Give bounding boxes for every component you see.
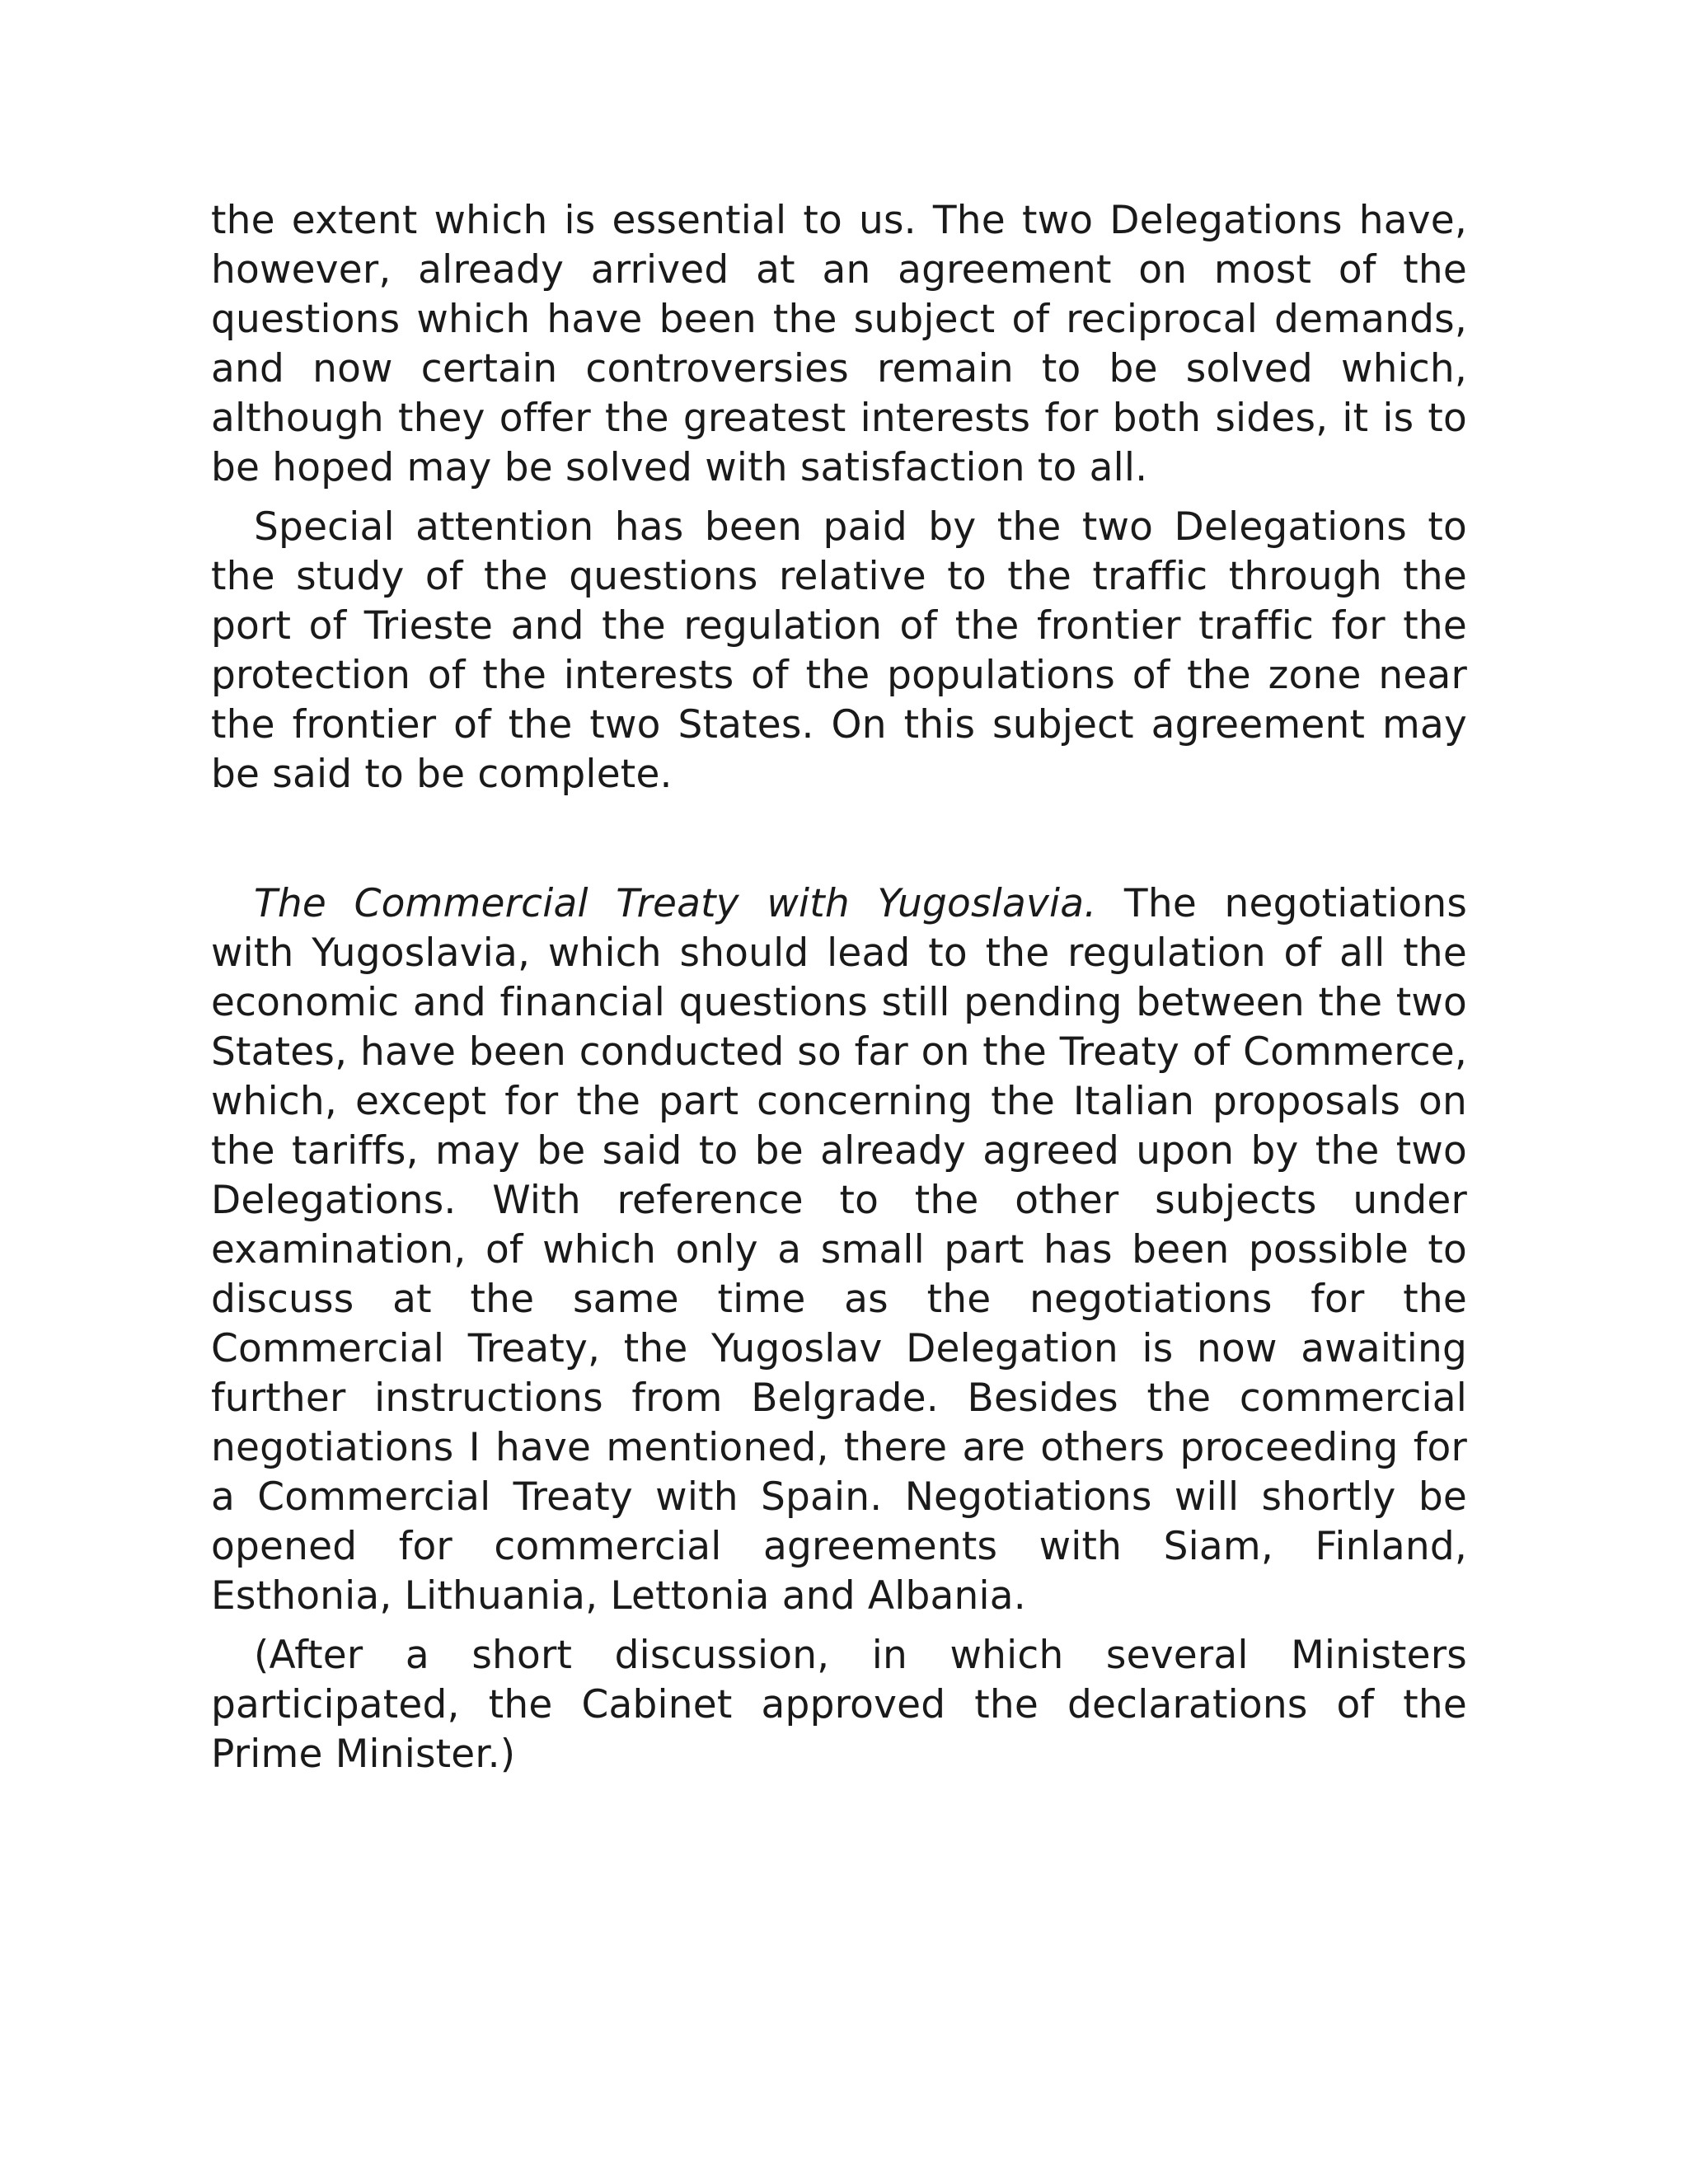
document-body xyxy=(211,196,1467,1779)
paragraph-commercial-treaty xyxy=(211,879,1467,1621)
paragraph-trieste-traffic: Special attention has been paid by the two Delegations to the study of the questions relative to the traffic through the port of Trieste and the regulation of the frontier traffic for the protection of the interests of the populations of the zone near the frontier of the two States. On this subject agreement may be said to be complete. xyxy=(211,504,1467,797)
paragraph-cabinet-approval: (After a short discussion, in which several Ministers participated, the Cabinet approved the declarations of the Prime Minister.) xyxy=(211,1633,1467,1777)
paragraph-commercial-treaty-body: The negotiations with Yugoslavia, which should lead to the regulation of all the economic and financial questions still pending between the two States, have been conducted so far on the Treaty of Commerce, which, except for the part concerning the Italian proposals on the tariffs, may be said to be already agreed upon by the two Delegations. With reference to the other subjects under examination, of which only a small part has been possible to discuss at the same time as the negotiations for the Commercial Treaty, the Yugoslav Delegation is now awaiting further instructions from Belgrade. Besides the commercial negotiations I have mentioned, there are others proceeding for a Commercial Treaty with Spain. Negotiations will shortly be opened for commercial agreements with Siam, Finland, Esthonia, Lithuania, Lettonia and Albania. xyxy=(211,881,1467,1619)
section-heading-commercial-treaty: The Commercial Treaty with Yugoslavia. xyxy=(254,881,1097,926)
paragraph-continuation: the extent which is essential to us. The two Delegations have, however, already arrived at an agreement on most of the questions which have been the subject of reciprocal demands, and now certain controversies remain to be solved which, although they offer the greatest interests for both sides, it is to be hoped may be solved with satisfaction to all. xyxy=(211,198,1467,490)
